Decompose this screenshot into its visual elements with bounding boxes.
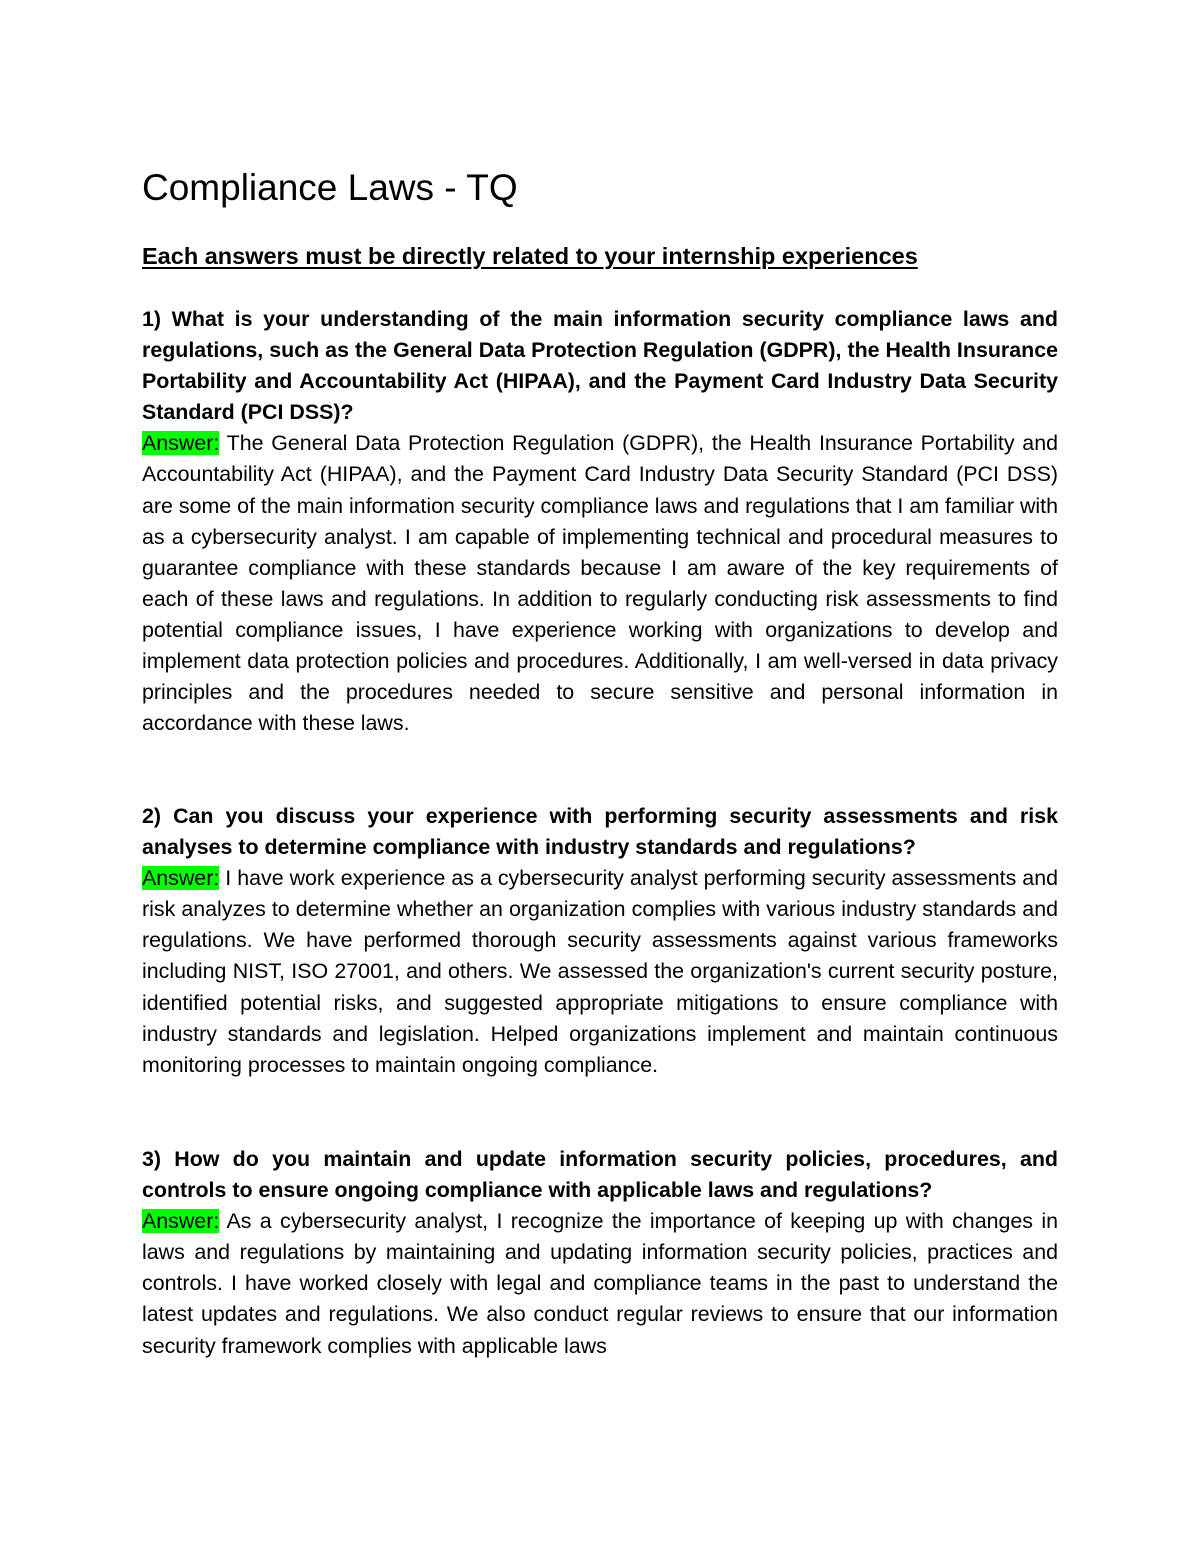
qa-item-2 <box>142 801 1058 1081</box>
answer-label-3: Answer: <box>142 1209 220 1234</box>
question-2: 2) Can you discuss your experience with performing security assessments and risk analyses to determine compliance with industry standards and regulations? <box>142 804 1058 860</box>
question-1: 1) What is your understanding of the main information security compliance laws and regulations, such as the General Data Protection Regulation (GDPR), the Health Insurance Portability and Accountability Act (HIPAA), and the Payment Card Industry Data Security Standard (PCI DSS)? <box>142 307 1058 425</box>
answer-text-3: As a cybersecurity analyst, I recognize the importance of keeping up with changes in laws and regulations by maintaining and updating information security policies, practices and controls. I have worked closely with legal and compliance teams in the past to understand the latest updates and regulations. We also conduct regular reviews to ensure that our information security framework complies with applicable laws <box>142 1209 1058 1358</box>
document-title: Compliance Laws - TQ <box>142 167 518 208</box>
question-3: 3) How do you maintain and update information security policies, procedures, and controls to ensure ongoing compliance with applicable laws and regulations? <box>142 1147 1058 1203</box>
qa-item-1 <box>142 304 1058 739</box>
answer-text-1: The General Data Protection Regulation (GDPR), the Health Insurance Portability and Accountability Act (HIPAA), and the Payment Card Industry Data Security Standard (PCI DSS) are some of the main information security compliance laws and regulations that I am familiar with as a cybersecurity analyst. I am capable of implementing technical and procedural measures to guarantee compliance with these standards because I am aware of the key requirements of each of these laws and regulations. In addition to regularly conducting risk assessments to find potential compliance issues, I have experience working with organizations to develop and implement data protection policies and procedures. Additionally, I am well-versed in data privacy principles and the procedures needed to secure sensitive and personal information in accordance with these laws. <box>142 431 1059 736</box>
answer-label-1: Answer: <box>142 431 220 456</box>
document-subtitle: Each answers must be directly related to your internship experiences <box>142 243 918 269</box>
answer-3 <box>142 1206 1058 1361</box>
answer-text-2: I have work experience as a cybersecurity analyst performing security assessments and risk analyzes to determine whether an organization complies with various industry standards and regulations. We have performed thorough security assessments against various frameworks including NIST, ISO 27001, and others. We assessed the organization's current security posture, identified potential risks, and suggested appropriate mitigations to ensure compliance with industry standards and legislation. Helped organizations implement and maintain continuous monitoring processes to maintain ongoing compliance. <box>142 866 1058 1077</box>
qa-item-3 <box>142 1144 1058 1362</box>
answer-2 <box>142 863 1058 1081</box>
answer-label-2: Answer: <box>142 866 220 891</box>
answer-1 <box>142 428 1058 739</box>
